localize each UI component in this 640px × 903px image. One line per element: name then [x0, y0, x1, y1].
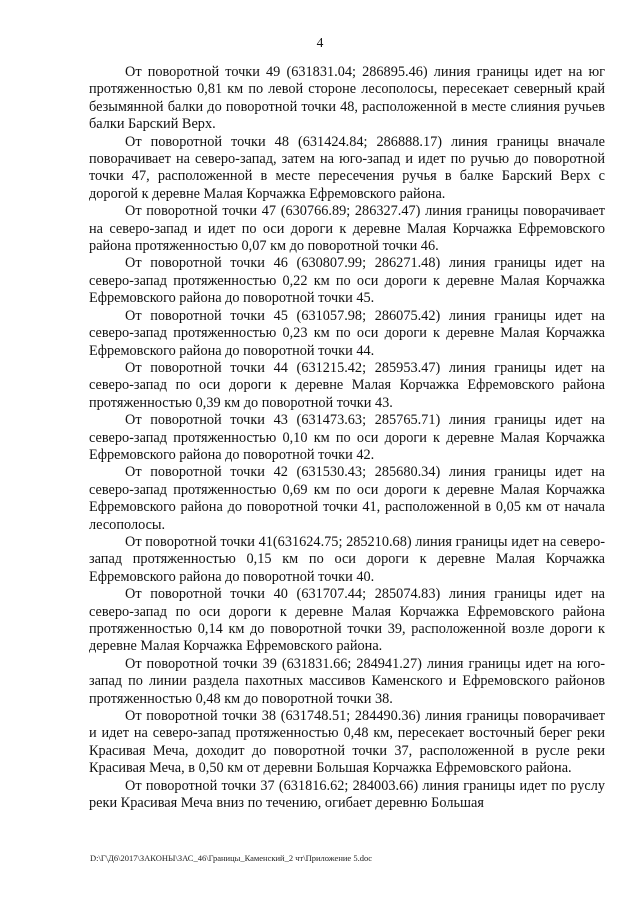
- paragraph: От поворотной точки 38 (631748.51; 284490.36) линия границы поворачивает и идет на северо-запад протяженностью 0,48 км, пересекает восточный берег реки Красивая Меча, доходит до поворотной точки 37, расположенной в русле реки Красивая Меча, в 0,50 км от деревни Большая Корчажка Ефремовского района.: [89, 708, 605, 777]
- paragraph: От поворотной точки 40 (631707.44; 285074.83) линия границы идет на северо-запад по оси дороги к деревне Малая Корчажка Ефремовского района протяженностью 0,14 км до поворотной точки 39, расположенной возле дороги к деревне Малая Корчажка Ефремовского района.: [89, 586, 605, 655]
- paragraph: От поворотной точки 41(631624.75; 285210.68) линия границы идет на северо-запад протяженностью 0,15 км по оси дороги к деревне Малая Корчажка Ефремовского района до поворотной точки 40.: [89, 533, 605, 585]
- paragraph: От поворотной точки 48 (631424.84; 286888.17) линия границы вначале поворачивает на северо-запад, затем на юго-запад и идет по ручью до поворотной точки 47, расположенной в месте пересечения ручья в балке Барский Верх с дорогой к деревне Малая Корчажка Ефремовского района.: [89, 133, 605, 202]
- paragraph: От поворотной точки 46 (630807.99; 286271.48) линия границы идет на северо-запад протяженностью 0,22 км по оси дороги к деревне Малая Корчажка Ефремовского района до поворотной точки 45.: [89, 255, 605, 307]
- paragraph: От поворотной точки 37 (631816.62; 284003.66) линия границы идет по руслу реки Красивая Меча вниз по течению, огибает деревню Большая: [89, 777, 605, 812]
- paragraph: От поворотной точки 44 (631215.42; 285953.47) линия границы идет на северо-запад по оси дороги к деревне Малая Корчажка Ефремовского района протяженностью 0,39 км до поворотной точки 43.: [89, 359, 605, 411]
- paragraph: От поворотной точки 42 (631530.43; 285680.34) линия границы идет на северо-запад протяженностью 0,69 км по оси дороги к деревне Малая Корчажка Ефремовского района до поворотной точки 41, расположенной в 0,05 км от начала лесополосы.: [89, 464, 605, 533]
- paragraph: От поворотной точки 45 (631057.98; 286075.42) линия границы идет на северо-запад протяженностью 0,23 км по оси дороги к деревне Малая Корчажка Ефремовского района до поворотной точки 44.: [89, 307, 605, 359]
- paragraph: От поворотной точки 47 (630766.89; 286327.47) линия границы поворачивает на северо-запад и идет по оси дороги к деревне Малая Корчажка Ефремовского района протяженностью 0,07 км до поворотной точки 46.: [89, 203, 605, 255]
- paragraph: От поворотной точки 49 (631831.04; 286895.46) линия границы идет на юг протяженностью 0,81 км по левой стороне лесополосы, пересекает северный край безымянной балки до поворотной точки 48, расположенной в месте слияния ручьев балки Барский Верх.: [89, 64, 605, 133]
- paragraph: От поворотной точки 43 (631473.63; 285765.71) линия границы идет на северо-запад протяженностью 0,10 км по оси дороги к деревне Малая Корчажка Ефремовского района до поворотной точки 42.: [89, 412, 605, 463]
- page-number: 4: [316, 35, 324, 50]
- document-body: [89, 64, 605, 812]
- paragraph: От поворотной точки 39 (631831.66; 284941.27) линия границы идет на юго-запад по линии раздела пахотных массивов Каменского и Ефремовского районов протяженностью 0,48 км до поворотной точки 38.: [89, 655, 605, 707]
- file-path-footer: D:\Г\Д6\2017\ЗАКОНЫ\ЗАС_46\Границы_Каменский_2 чт\Приложение 5.doc: [90, 853, 372, 863]
